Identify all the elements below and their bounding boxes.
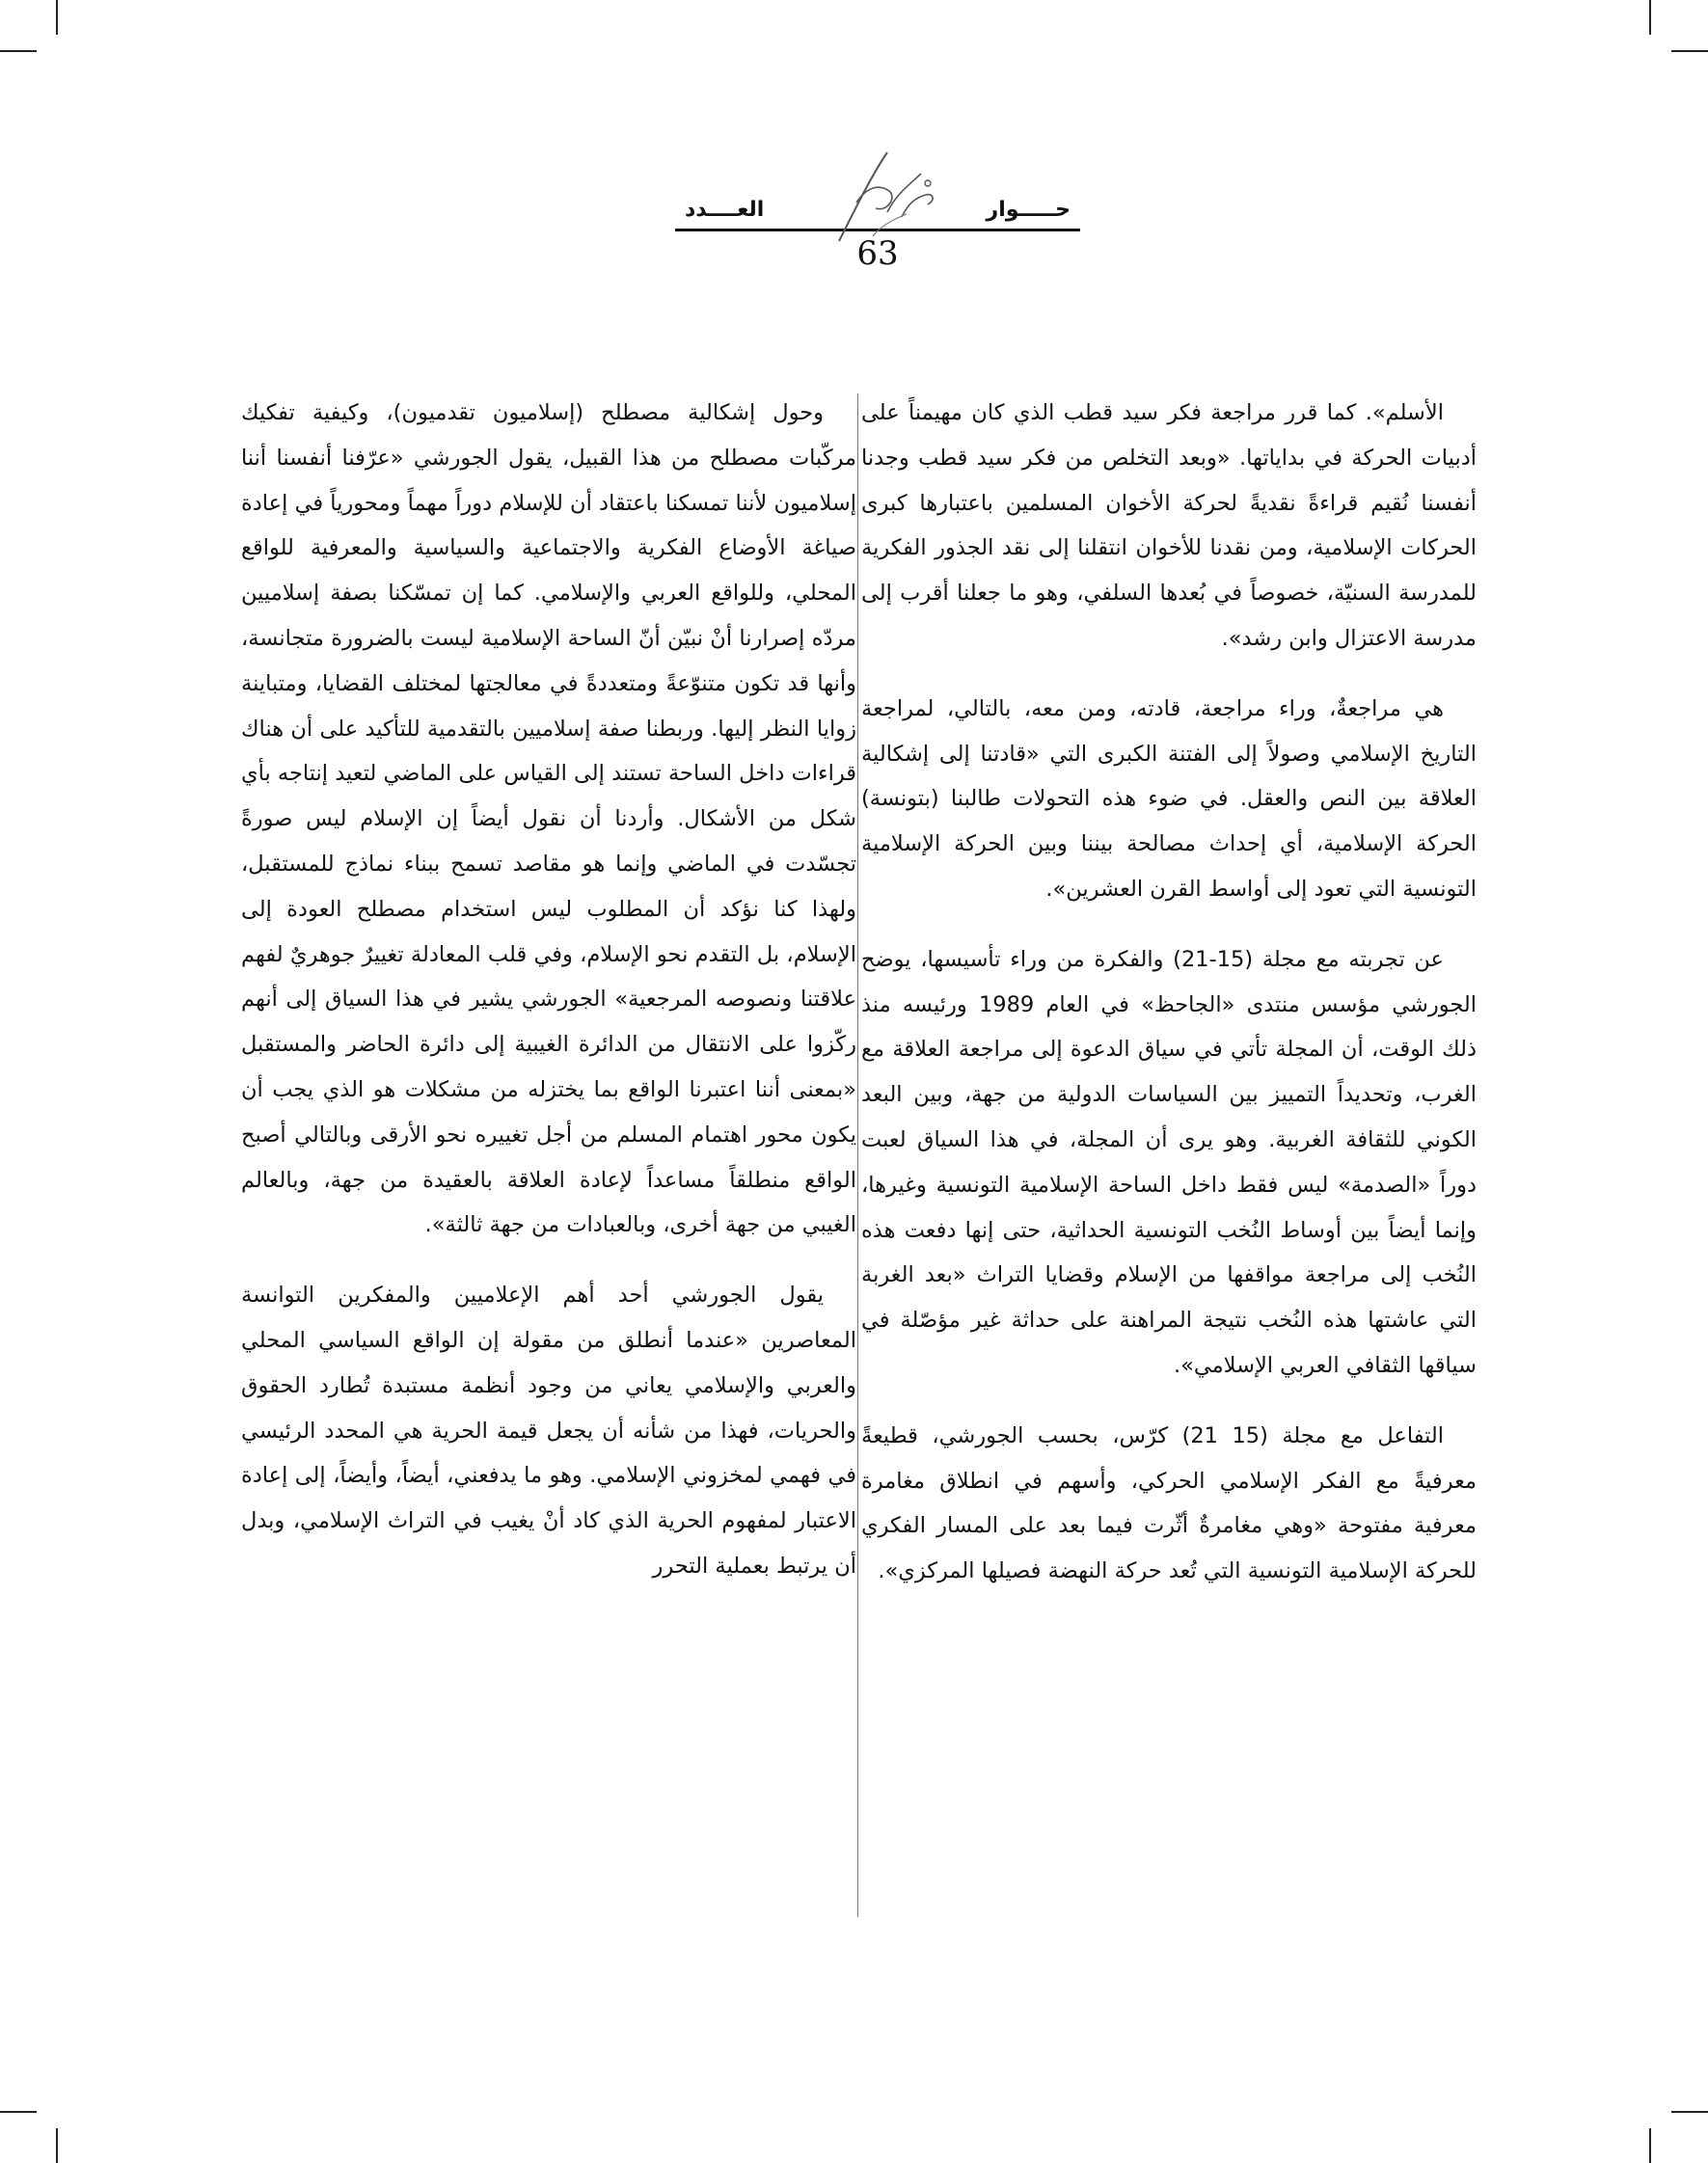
page-number: 63 <box>856 234 899 273</box>
paragraph: عن تجربته مع مجلة (15-21) والفكرة من وراء تأسيسها، يوضح الجورشي مؤسس منتدى «الجاحظ» في العام 1989 ورئيسه منذ ذلك الوقت، أن المجلة تأتي في سياق الدعوة إلى مراجعة العلاقة مع الغرب، وتحديداً التمييز بين السياسات الدولية من جهة، وبين البعد الكوني للثقافة الغربية. وهو يرى أن المجلة، في هذا السياق لعبت دوراً «الصدمة» ليس فقط داخل الساحة الإسلامية التونسية وغيرها، وإنما أيضاً بين أوساط النُخب التونسية الحداثية، حتى إنها دفعت هذه النُخب إلى مراجعة مواقفها من الإسلام وقضايا التراث «بعد الغربة التي عاشتها هذه النُخب نتيجة المراهنة على حداثة غير مؤصّلة في سياقها الثقافي العربي الإسلامي». <box>861 946 1477 1378</box>
text-column-left <box>241 391 856 1614</box>
paragraph: وحول إشكالية مصطلح (إسلاميون تقدميون)، وكيفية تفكيك مركّبات مصطلح من هذا القبيل، يقول الجورشي «عرّفنا أنفسنا أننا إسلاميون لأننا تمسكنا باعتقاد أن للإسلام دوراً مهماً ومحورياً في إعادة صياغة الأوضاع الفكرية والاجتماعية والسياسية والمعرفية للواقع المحلي، وللواقع العربي والإسلامي. كما إن تمسّكنا بصفة إسلاميين مردّه إصرارنا أنْ نبيّن أنّ الساحة الإسلامية ليست بالضرورة متجانسة، وأنها قد تكون متنوّعةً ومتعددةً في معالجتها لمختلف القضايا، ومتباينة زوايا النظر إليها. وربطنا صفة إسلاميين بالتقدمية للتأكيد على أن هناك قراءات داخل الساحة تستند إلى القياس على الماضي لتعيد إنتاجه بأي شكل من الأشكال. وأردنا أن نقول أيضاً إن الإسلام ليس صورةً تجسّدت في الماضي وإنما هو مقاصد تسمح ببناء نماذج للمستقبل، ولهذا كنا نؤكد أن المطلوب ليس استخدام مصطلح العودة إلى الإسلام، بل التقدم نحو الإسلام، وفي قلب المعادلة تغييرٌ جوهريٌ لفهم علاقتنا ونصوصه المرجعية» الجورشي يشير في هذا السياق إلى أنهم ركّزوا على الانتقال من الدائرة الغيبية إلى دائرة الحاضر والمستقبل «بمعنى أننا اعتبرنا الواقع بما يختزله من مشكلات هو الذي يجب أن يكون محور اهتمام المسلم من أجل تغييره نحو الأرقى وبالتالي أصبح الواقع منطلقاً مساعداً لإعادة العلاقة بالعقيدة من جهة، وبالعالم الغيبي من جهة أخرى، وبالعبادات من جهة ثالثة». <box>241 400 856 1238</box>
crop-mark <box>1649 2128 1651 2163</box>
paragraph: الأسلم». كما قرر مراجعة فكر سيد قطب الذي كان مهيمناً على أدبيات الحركة في بداياتها. «وبعد التخلص من فكر سيد قطب وجدنا أنفسنا نُقيم قراءةً نقديةً لحركة الأخوان المسلمين باعتبارها كبرى الحركات الإسلامية، ومن نقدنا للأخوان انتقلنا إلى نقد الجذور الفكرية للمدرسة السنيّة، خصوصاً في بُعدها السلفي، وهو ما جعلنا أقرب إلى مدرسة الاعتزال وابن رشد». <box>861 400 1477 651</box>
header-subtitle: العــــدد <box>685 198 765 222</box>
crop-mark <box>1649 0 1651 35</box>
crop-mark <box>1671 50 1708 52</box>
header-title: حـــــوار <box>986 198 1071 222</box>
crop-mark <box>56 0 58 35</box>
column-divider <box>857 393 858 1917</box>
paragraph: يقول الجورشي أحد أهم الإعلاميين والمفكرين التوانسة المعاصرين «عندما أنطلق من مقولة إن الواقع السياسي المحلي والعربي والإسلامي يعاني من وجود أنظمة مستبدة تُطارد الحقوق والحريات، فهذا من شأنه أن يجعل قيمة الحرية هي المحدد الرئيسي في فهمي لمخزوني الإسلامي. وهو ما يدفعني، أيضاً، وأيضاً، إلى إعادة الاعتبار لمفهوم الحرية الذي كاد أنْ يغيب في التراث الإسلامي، وبدل أن يرتبط بعملية التحرر <box>241 1283 856 1579</box>
crop-mark <box>56 2128 58 2163</box>
page-header <box>675 178 1080 284</box>
text-column-right <box>861 391 1477 1619</box>
paragraph: التفاعل مع مجلة (15 21) كرّس، بحسب الجورشي، قطيعةً معرفيةً مع الفكر الإسلامي الحركي، وأسهم في انطلاق مغامرة معرفية مفتوحة «وهي مغامرةٌ أثّرت فيما بعد على المسار الفكري للحركة الإسلامية التونسية التي تُعد حركة النهضة فصيلها المركزي». <box>861 1422 1477 1584</box>
crop-mark <box>0 2111 37 2113</box>
crop-mark <box>1671 2111 1708 2113</box>
crop-mark <box>0 50 37 52</box>
paragraph: هي مراجعةٌ، وراء مراجعة، قادته، ومن معه، بالتالي، لمراجعة التاريخ الإسلامي وصولاً إلى الفتنة الكبرى التي «قادتنا إلى إشكالية العلاقة بين النص والعقل. في ضوء هذه التحولات طالبنا (بتونسة) الحركة الإسلامية، أي إحداث مصالحة بيننا وبين الحركة الإسلامية التونسية التي تعود إلى أواسط القرن العشرين». <box>861 695 1477 902</box>
